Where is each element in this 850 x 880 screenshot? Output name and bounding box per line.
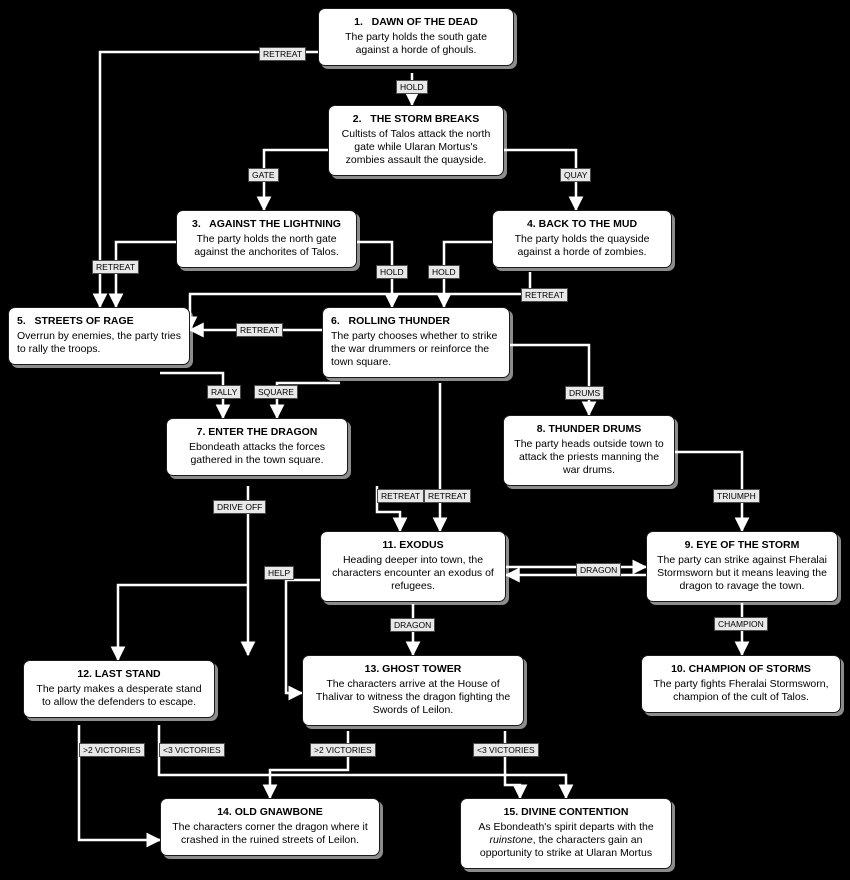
edge-label-gate-2-3: GATE	[248, 168, 279, 182]
node-title: 9. EYE OF THE STORM	[684, 539, 800, 551]
flow-node-13[interactable]	[302, 655, 524, 726]
edge-label-hold-1-2: HOLD	[396, 80, 428, 94]
edge-label-retreat-7-11: RETREAT	[377, 489, 424, 503]
node-body: The characters arrive at the House of Thalivar to witness the dragon fighting the Swords of Leilon.	[315, 678, 511, 716]
node-body: The party holds the quayside against a horde of zombies.	[514, 233, 650, 258]
node-body: Cultists of Talos attack the north gate while Ularan Mortus's zombies assault the quayside.	[341, 128, 491, 166]
flow-node-15[interactable]	[460, 798, 672, 869]
flow-node-2[interactable]	[328, 105, 504, 176]
edge-label-retreat-4-5: RETREAT	[521, 288, 568, 302]
flow-node-6[interactable]	[322, 307, 510, 378]
node-body: Heading deeper into town, the characters encounter an exodus of refugees.	[332, 554, 494, 592]
node-title: 15. DIVINE CONTENTION	[503, 806, 629, 818]
flow-node-12[interactable]	[23, 660, 215, 718]
node-body: The party holds the north gate against the anchorites of Talos.	[194, 233, 339, 258]
node-body: The party fights Fheralai Stormsworn, champion of the cult of Talos.	[653, 678, 829, 703]
edge-label-help-11-13: HELP	[264, 566, 294, 580]
edge-label-retreat-6-5: RETREAT	[236, 323, 283, 337]
node-body: The party holds the south gate against a horde of ghouls.	[345, 31, 487, 56]
flow-node-9[interactable]	[646, 531, 838, 602]
node-title: 3. AGAINST THE LIGHTNING	[192, 218, 341, 230]
node-title: 13. GHOST TOWER	[364, 663, 462, 675]
node-title: 10. CHAMPION OF STORMS	[671, 663, 811, 675]
node-title: 5. STREETS OF RAGE	[17, 315, 134, 327]
edge-label-victories-13-15: <3 VICTORIES	[473, 743, 539, 757]
node-body: Ebondeath attacks the forces gathered in the town square.	[188, 441, 325, 466]
edge-label-victories-12-15: <3 VICTORIES	[159, 743, 225, 757]
edge-label-hold-4-6: HOLD	[428, 265, 460, 279]
node-body: The party chooses whether to strike the war drummers or reinforce the town square.	[331, 330, 498, 368]
flow-node-10[interactable]	[641, 655, 841, 713]
node-title: 4. BACK TO THE MUD	[526, 218, 638, 230]
node-title: 12. LAST STAND	[77, 668, 161, 680]
flow-node-7[interactable]	[166, 418, 348, 476]
node-title: 11. EXODUS	[382, 539, 444, 551]
flow-node-14[interactable]	[160, 798, 380, 856]
edge-label-dragon-11-9: DRAGON	[576, 563, 621, 577]
node-body: As Ebondeath's spirit departs with the ruinstone, the characters gain an opportunity to strike at Ularan Mortus	[478, 821, 654, 859]
edge-label-drums-6-8: DRUMS	[565, 386, 604, 400]
flow-node-5[interactable]	[8, 307, 190, 365]
flow-node-4[interactable]	[492, 210, 672, 268]
edge-label-triumph-8-9: TRIUMPH	[713, 489, 760, 503]
edge-label-dragon-11-13: DRAGON	[390, 618, 435, 632]
edge-label-square-6-7: SQUARE	[254, 385, 298, 399]
node-title: 14. OLD GNAWBONE	[217, 806, 323, 818]
edge-label-victories-13-14: >2 VICTORIES	[310, 743, 376, 757]
node-title: 7. ENTER THE DRAGON	[196, 426, 318, 438]
flow-node-11[interactable]	[320, 531, 506, 602]
edge-label-retreat-3-5: RETREAT	[92, 260, 139, 274]
flow-node-8[interactable]	[503, 415, 675, 486]
edge-label-hold-3-6: HOLD	[376, 265, 408, 279]
edge-label-champion-9-10: CHAMPION	[714, 617, 768, 631]
edge-label-victories-12-14: >2 VICTORIES	[79, 743, 145, 757]
node-title: 1. DAWN OF THE DEAD	[354, 16, 478, 28]
node-body: The party can strike against Fheralai Stormsworn but it means leaving the dragon to ravage the town.	[657, 554, 827, 592]
edge-label-drive-off-7-13: DRIVE OFF	[213, 500, 266, 514]
flow-node-3[interactable]	[176, 210, 357, 268]
edge-label-retreat-1-5: RETREAT	[259, 47, 306, 61]
node-title: 6. ROLLING THUNDER	[331, 315, 451, 327]
edge-label-retreat-6-11: RETREAT	[424, 489, 471, 503]
flow-node-1[interactable]	[318, 8, 514, 66]
node-title: 2. THE STORM BREAKS	[352, 113, 480, 125]
edge-label-rally-5-7: RALLY	[207, 385, 241, 399]
node-title: 8. THUNDER DRUMS	[536, 423, 642, 435]
node-body: Overrun by enemies, the party tries to rally the troops.	[17, 330, 181, 355]
node-body: The party heads outside town to attack the priests manning the war drums.	[514, 438, 664, 476]
edge-label-quay-2-4: QUAY	[560, 168, 591, 182]
node-body: The characters corner the dragon where it crashed in the ruined streets of Leilon.	[172, 821, 368, 846]
node-body: The party makes a desperate stand to allow the defenders to escape.	[36, 683, 202, 708]
